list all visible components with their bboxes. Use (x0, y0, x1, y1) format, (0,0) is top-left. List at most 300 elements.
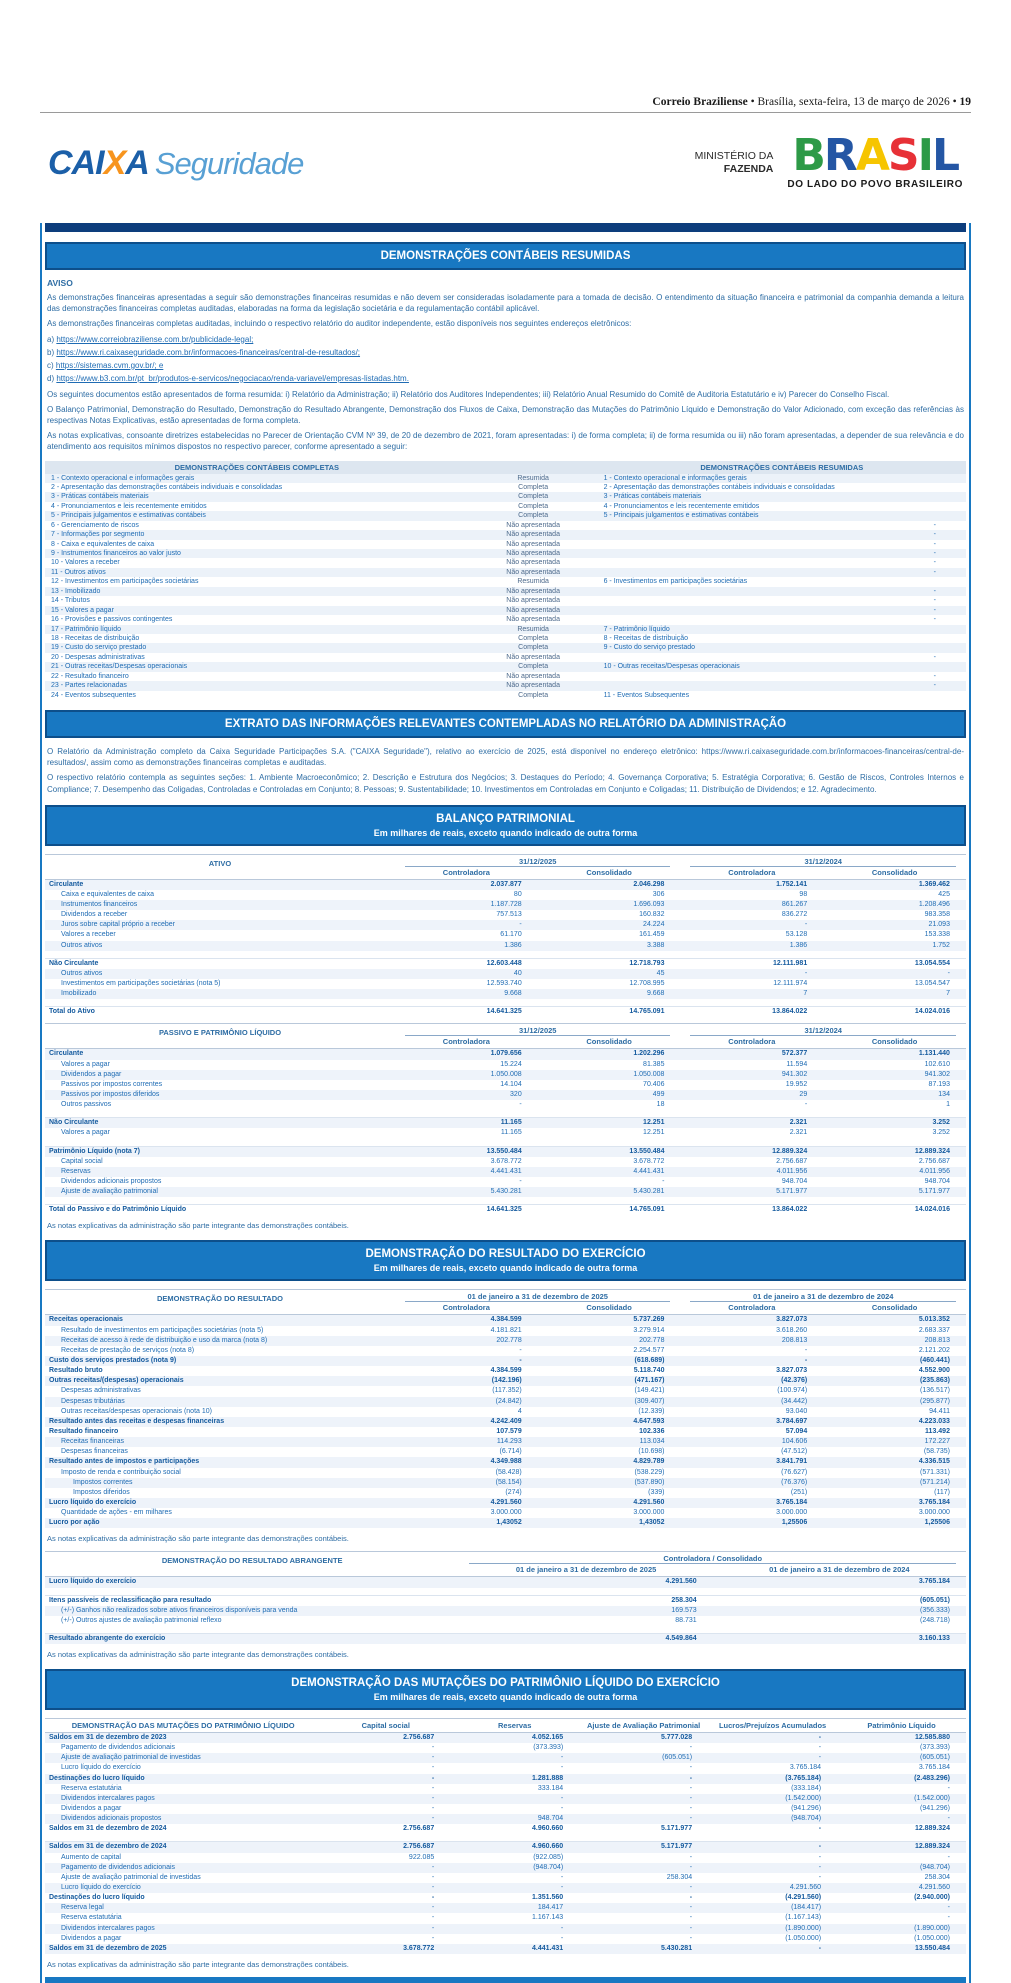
table-row (45, 1577, 966, 1587)
table-row (45, 1407, 966, 1417)
dra-header-label: DEMONSTRAÇÃO DO RESULTADO ABRANGENTE (161, 1556, 343, 1566)
row-value: (538.229) (634, 1468, 665, 1476)
row-value: - (818, 1944, 822, 1952)
table-row (45, 653, 966, 662)
completas-item: 24 - Eventos subsequentes (51, 691, 136, 699)
newspaper-name: Correio Braziliense (652, 96, 748, 108)
resumidas-item: - (933, 559, 936, 567)
dra-table (45, 1551, 966, 1644)
row-value: 12.251 (643, 1119, 665, 1127)
dmpl-col-patrimonio-liquido: Patrimônio Líquido (867, 1721, 936, 1731)
row-value: - (689, 1863, 693, 1871)
completas-item: 19 - Custo do serviço prestado (51, 644, 147, 652)
row-value: - (560, 1794, 564, 1802)
row-value: - (818, 1873, 822, 1881)
row-value: 2.321 (789, 1119, 808, 1127)
row-value: - (560, 1884, 564, 1892)
table-row (45, 1447, 966, 1457)
status-label: Completa (518, 493, 549, 501)
row-value: 1.281.888 (532, 1774, 564, 1782)
external-link[interactable]: https://www.correiobraziliense.com.br/publicidade-legal; (56, 334, 254, 344)
table-row (45, 521, 966, 530)
status-label: Não apresentada (506, 521, 560, 529)
row-value: 102.610 (924, 1060, 950, 1068)
col-group-2025-p: 31/12/2025 (405, 1026, 671, 1036)
table-row (45, 1488, 966, 1498)
masthead-date: • Brasília, sexta-feira, 13 de março de 2026 • (747, 96, 960, 108)
row-value: - (431, 1815, 435, 1823)
row-label: Instrumentos financeiros (61, 901, 138, 909)
row-label: Dividendos intercalares pagos (61, 1924, 155, 1932)
dmpl-header-label: DEMONSTRAÇÃO DAS MUTAÇÕES DO PATRIMÔNIO LÍQUIDO (71, 1721, 295, 1731)
row-value: (248.718) (920, 1616, 950, 1624)
row-value: 2.037.877 (490, 880, 522, 888)
row-value: 3.388 (646, 941, 665, 949)
row-value: 9.668 (504, 990, 522, 998)
government-block (694, 130, 963, 190)
status-label: Não apresentada (506, 682, 560, 690)
table-row (45, 1167, 966, 1177)
dra-table-body (45, 1577, 966, 1644)
status-label: Resumida (517, 474, 549, 482)
row-value: 12.889.324 (914, 1843, 950, 1851)
row-label: Custo dos serviços prestados (nota 9) (49, 1356, 177, 1364)
brasil-letter: A (855, 130, 888, 182)
row-value: 2.756.687 (918, 1157, 950, 1165)
row-value: (1.890.000) (785, 1924, 822, 1932)
row-value: 948.704 (924, 1177, 950, 1185)
external-link[interactable]: https://www.ri.caixaseguridade.com.br/informacoes-financeiras/central-de-resultados/; (56, 347, 361, 357)
row-value: (10.698) (638, 1448, 665, 1456)
row-value: - (947, 1815, 950, 1823)
table-row (45, 979, 966, 989)
row-value: (571.214) (920, 1478, 950, 1486)
section-title-extrato: EXTRATO DAS INFORMAÇÕES RELEVANTES CONTEMPLADAS NO RELATÓRIO DA ADMINISTRAÇÃO (224, 718, 787, 730)
row-value: 572.377 (781, 1050, 808, 1058)
row-value: - (804, 1356, 808, 1364)
row-value: - (689, 1904, 693, 1912)
row-value: (47.512) (781, 1448, 808, 1456)
row-value: 3.678.772 (403, 1944, 435, 1952)
row-value: (333.184) (791, 1784, 822, 1792)
row-value: (149.421) (634, 1387, 665, 1395)
table-row (45, 1883, 966, 1893)
resumidas-item: - (933, 672, 936, 680)
status-label: Não apresentada (506, 606, 560, 614)
row-value: - (519, 921, 522, 929)
table-row (45, 1616, 966, 1626)
row-value: - (431, 1754, 435, 1762)
table-row (45, 1804, 966, 1814)
table-row (45, 1117, 966, 1128)
section-bar-dmpl (45, 1669, 966, 1710)
brasil-letter: S (887, 130, 918, 182)
row-value: 57.094 (785, 1427, 808, 1435)
row-label: Circulante (49, 1050, 84, 1058)
row-value: - (560, 1924, 564, 1932)
dra-footnote: As notas explicativas da administração são parte integrante das demonstrações contábeis. (47, 1650, 349, 1660)
page-number: 19 (959, 96, 971, 108)
row-label: Destinações do lucro líquido (49, 1774, 145, 1782)
link-prefix: a) (47, 334, 57, 344)
docs-paragraph-1: Os seguintes documentos estão apresentados de forma resumida: i) Relatório da Administração; ii) Relatório dos Auditores Independentes; iii) Relatório Anual Resumido do Comitê de Auditoria Estatutário e iv) Parecer do Conselho Fiscal. (47, 389, 890, 399)
table-row (45, 1893, 966, 1903)
balanco-footnote: As notas explicativas da administração são parte integrante das demonstrações contábeis. (47, 1221, 349, 1231)
row-label: Reservas (61, 1167, 91, 1175)
table-row (45, 1437, 966, 1447)
row-value: (922.085) (533, 1853, 564, 1861)
row-value: (2.483.296) (914, 1774, 950, 1782)
row-value: 5.171.977 (660, 1843, 693, 1851)
row-label: Resultado de investimentos em participações societárias (nota 5) (61, 1326, 264, 1334)
brasil-letter: I (917, 130, 932, 182)
table-row (45, 1060, 966, 1070)
section-bar-extrato (45, 710, 966, 738)
row-value: 320 (510, 1091, 522, 1098)
table-row (45, 577, 966, 586)
table-row (45, 1177, 966, 1187)
table-row (45, 941, 966, 951)
row-value: (6.714) (499, 1448, 522, 1456)
row-value: 13.550.484 (629, 1147, 665, 1155)
table-row (45, 1774, 966, 1784)
dra-table-header (45, 1551, 966, 1577)
row-label: Despesas administrativas (61, 1387, 141, 1395)
row-value: - (818, 1863, 822, 1871)
row-value: - (689, 1853, 693, 1861)
table-row (45, 958, 966, 969)
row-value: 113.492 (925, 1427, 950, 1435)
comparison-header-status (469, 463, 598, 472)
row-value: 81.385 (643, 1060, 665, 1068)
row-value: 1 (946, 1101, 950, 1109)
row-value: 2.756.687 (776, 1157, 808, 1165)
row-value: (251) (790, 1488, 808, 1496)
row-value: (34.442) (781, 1397, 808, 1405)
links-list (45, 334, 966, 385)
row-label: Dividendos a pagar (61, 1805, 122, 1813)
row-value: 757.513 (496, 911, 522, 919)
completas-item: 7 - Informações por segmento (51, 531, 145, 539)
row-label: Receitas de acesso à rede de distribuição e uso da marca (nota 8) (61, 1336, 268, 1344)
aviso-label: AVISO (47, 278, 73, 288)
row-value: 425 (938, 890, 950, 898)
row-label: Caixa e equivalentes de caixa (61, 890, 155, 898)
completas-item: 16 - Provisões e passivos contingentes (51, 616, 173, 624)
row-value: 1,43052 (639, 1519, 665, 1527)
table-row (45, 1157, 966, 1167)
row-value: 5.171.977 (918, 1188, 950, 1196)
dre-sub-consolidado-2024: Consolidado (871, 1303, 918, 1313)
row-value: - (431, 1805, 435, 1813)
row-value: 3.765.184 (789, 1764, 822, 1772)
row-value: (373.393) (533, 1744, 564, 1752)
table-row (45, 1944, 966, 1954)
dmpl-table-header (45, 1718, 966, 1733)
row-value: 1.050.008 (633, 1070, 665, 1078)
table-row (45, 1913, 966, 1923)
row-value: 80 (513, 890, 522, 898)
status-label: Não apresentada (506, 616, 560, 624)
row-label: Passivos por impostos diferidos (61, 1091, 160, 1098)
row-value: (2.940.000) (914, 1894, 950, 1902)
row-value: - (519, 1101, 522, 1109)
row-value: 5.430.281 (660, 1944, 693, 1952)
resumidas-item: - (933, 568, 936, 576)
row-value: (24.842) (495, 1397, 522, 1405)
row-value: 19.952 (785, 1080, 808, 1088)
row-value: - (689, 1914, 693, 1922)
logo-band (40, 113, 971, 211)
row-value: 3.000.000 (918, 1509, 950, 1517)
seguridade-wordmark: Seguridade (154, 145, 304, 181)
row-value: (4.291.560) (785, 1894, 822, 1902)
status-label: Não apresentada (506, 587, 560, 595)
row-value: 12.603.448 (486, 959, 522, 967)
resumidas-item: 11 - Eventos Subsequentes (603, 691, 690, 699)
status-label: Não apresentada (506, 672, 560, 680)
row-label: Resultado antes das receitas e despesas financeiras (49, 1417, 225, 1425)
resumidas-item: 8 - Receitas de distribuição (603, 634, 689, 642)
table-row (45, 672, 966, 681)
row-value: - (431, 1784, 435, 1792)
row-value: 3.000.000 (776, 1509, 808, 1517)
resumidas-item: 2 - Apresentação das demonstrações contábeis individuais e consolidadas (603, 483, 835, 491)
status-label: Não apresentada (506, 597, 560, 605)
row-value: - (804, 969, 808, 977)
table-row (45, 596, 966, 605)
row-label: Itens passíveis de reclassificação para resultado (49, 1596, 212, 1604)
row-value: - (689, 1894, 693, 1902)
row-value: - (804, 1346, 808, 1354)
row-label: Outras receitas/(despesas) operacionais (49, 1377, 184, 1385)
row-value: (948.704) (920, 1863, 950, 1871)
row-value: - (560, 1873, 564, 1881)
row-label: Quantidade de ações - em milhares (61, 1509, 172, 1517)
row-value: 1.696.093 (633, 901, 665, 909)
table-row (45, 492, 966, 501)
completas-item: 3 - Práticas contábeis materiais (51, 493, 149, 501)
col-group-2025: 31/12/2025 (405, 857, 671, 867)
row-value: 87.193 (928, 1080, 950, 1088)
row-value: 333.184 (537, 1784, 564, 1792)
row-value: - (804, 921, 808, 929)
row-value: 4.960.660 (532, 1843, 564, 1851)
table-row (45, 1100, 966, 1110)
external-link[interactable]: https://www.b3.com.br/pt_br/produtos-e-servicos/negociacao/renda-variavel/empresas-listadas.htm. (56, 373, 409, 383)
ministerio-line1: MINISTÉRIO DA (694, 149, 774, 162)
aviso-paragraph-2: As demonstrações financeiras completas auditadas, incluindo o respectivo relatório do auditor independente, estão disponíveis nos seguintes endereços eletrônicos: (47, 319, 632, 329)
row-label: Imobilizado (61, 990, 97, 998)
row-value: 5.118.740 (633, 1367, 665, 1375)
row-label: Saldos em 31 de dezembro de 2023 (49, 1734, 167, 1742)
row-value: 45 (656, 969, 665, 977)
row-value: 4.242.409 (490, 1417, 522, 1425)
row-label: Receitas de prestação de serviços (nota 8) (61, 1346, 195, 1354)
row-value: - (818, 1843, 822, 1851)
caixa-x-icon: X (103, 143, 126, 182)
row-label: Resultado abrangente do exercício (49, 1634, 166, 1642)
row-value: 13.550.484 (486, 1147, 522, 1155)
row-value: (605.051) (920, 1596, 950, 1604)
row-label: Reserva legal (61, 1904, 104, 1912)
row-value: 202.778 (639, 1336, 665, 1344)
row-value: 4.291.560 (633, 1498, 665, 1506)
col-sub-consolidado-2025-p: Consolidado (586, 1037, 632, 1047)
row-value: - (519, 1177, 522, 1185)
row-value: 4.441.431 (490, 1167, 522, 1175)
row-value: - (431, 1764, 435, 1772)
status-label: Não apresentada (506, 540, 560, 548)
row-value: 1.050.008 (490, 1070, 522, 1078)
row-value: (941.296) (920, 1805, 950, 1813)
table-row (45, 1498, 966, 1508)
row-value: 4.549.864 (665, 1634, 697, 1642)
row-label: Não Circulante (49, 1119, 99, 1127)
ativo-header-label: ATIVO (208, 858, 232, 868)
table-row (45, 1049, 966, 1059)
row-value: 172.227 (924, 1438, 950, 1446)
resumidas-item: 7 - Patrimônio líquido (603, 625, 670, 633)
row-value: 3.618.260 (776, 1326, 808, 1334)
col-group-2024: 31/12/2024 (690, 857, 956, 867)
row-label: Despesas tributárias (61, 1397, 125, 1405)
table-row (45, 969, 966, 979)
row-value: 7 (946, 990, 950, 998)
row-value: 153.338 (924, 931, 950, 939)
row-value: 15.224 (500, 1060, 522, 1068)
balanco-subtitle: Em milhares de reais, exceto quando indicado de outra forma (373, 827, 638, 838)
row-value: 2.321 (789, 1129, 808, 1137)
row-value: 1.752 (932, 941, 950, 949)
table-row (45, 1794, 966, 1804)
table-row (45, 1356, 966, 1366)
dmpl-col-reservas: Reservas (498, 1721, 532, 1731)
row-value: 11.594 (786, 1060, 808, 1068)
aviso-paragraph-1: As demonstrações financeiras apresentadas a seguir são demonstrações financeiras resumidas e não devem ser consideradas isoladamente para a tomada de decisão. O entendimento da situação financeira e patrimonial da companhia demanda a leitura das demonstrações financeiras completas auditadas, elaboradas na forma da legislação societária e da regulamentação contábil aplicável. (47, 293, 964, 314)
table-row (45, 1853, 966, 1863)
table-row (45, 615, 966, 624)
row-value: (1.542.000) (785, 1794, 822, 1802)
row-value: 1.386 (504, 941, 522, 949)
table-row (45, 920, 966, 930)
row-value: 2.046.298 (633, 880, 665, 888)
row-label: Valores a pagar (61, 1129, 110, 1137)
row-value: (274) (505, 1488, 522, 1496)
row-label: Lucro líquido do exercício (61, 1764, 141, 1772)
row-value: - (818, 1853, 822, 1861)
row-value: - (560, 1805, 564, 1813)
row-label: Receitas operacionais (49, 1316, 123, 1324)
row-value: 12.889.324 (914, 1825, 950, 1833)
row-label: Valores a receber (61, 931, 116, 939)
row-label: Juros sobre capital próprio a receber (61, 921, 176, 929)
row-value: 1.208.496 (918, 901, 950, 909)
row-value: 1.167.143 (532, 1914, 564, 1922)
brasil-letter: B (792, 130, 824, 182)
table-row (45, 1814, 966, 1824)
table-row (45, 606, 966, 615)
resumidas-item: - (933, 587, 936, 595)
table-row (45, 530, 966, 539)
row-value: 12.251 (643, 1129, 665, 1137)
row-value: 5.430.281 (633, 1188, 665, 1196)
row-label: Destinações do lucro líquido (49, 1894, 145, 1902)
brasil-tagline: DO LADO DO POVO BRASILEIRO (787, 178, 963, 190)
row-value: 113.034 (639, 1438, 665, 1446)
row-value: - (947, 1853, 950, 1861)
table-row (45, 900, 966, 910)
row-label: Aumento de capital (61, 1853, 121, 1861)
col-sub-controladora-2025: Controladora (442, 867, 490, 877)
section-title-dmpl: DEMONSTRAÇÃO DAS MUTAÇÕES DO PATRIMÔNIO LÍQUIDO DO EXERCÍCIO (291, 1677, 720, 1690)
balanco-passivo-table (45, 1023, 966, 1215)
row-label: Passivos por impostos correntes (61, 1080, 163, 1088)
row-value: - (431, 1914, 435, 1922)
table-row (45, 634, 966, 643)
balanco-ativo-table (45, 854, 966, 1018)
row-value: 3.841.791 (776, 1458, 808, 1466)
row-value: 14.641.325 (486, 1206, 522, 1214)
row-value: 2.756.687 (403, 1843, 435, 1851)
row-label: Dividendos a pagar (61, 1070, 122, 1078)
row-label: Saldos em 31 de dezembro de 2024 (49, 1825, 167, 1833)
table-row (45, 1934, 966, 1944)
row-value: 3.000.000 (633, 1509, 665, 1517)
resumidas-item: 9 - Custo do serviço prestado (603, 644, 696, 652)
row-value: 4.291.560 (490, 1498, 522, 1506)
row-label: Dividendos intercalares pagos (61, 1794, 155, 1802)
external-link[interactable]: https://sistemas.cvm.gov.br/; e (55, 360, 164, 370)
completas-item: 20 - Despesas administrativas (51, 653, 145, 661)
table-row (45, 1346, 966, 1356)
row-value: 107.579 (496, 1427, 522, 1435)
comparison-header-completas: DEMONSTRAÇÕES CONTÁBEIS COMPLETAS (174, 462, 340, 472)
row-value: 4.181.821 (490, 1326, 522, 1334)
row-value: - (431, 1863, 435, 1871)
row-label: Lucro por ação (49, 1519, 100, 1527)
link-line (47, 360, 964, 372)
table-row (45, 1090, 966, 1100)
row-value: 161.459 (639, 931, 665, 939)
row-value: 14.024.016 (914, 1008, 950, 1016)
ativo-table-body (45, 880, 966, 1018)
row-value: 4.441.431 (532, 1944, 564, 1952)
section-title-dre: DEMONSTRAÇÃO DO RESULTADO DO EXERCÍCIO (365, 1248, 646, 1261)
status-label: Completa (518, 663, 549, 671)
row-value: 4 (517, 1407, 522, 1415)
row-value: 61.170 (500, 931, 522, 939)
row-value: 14.765.091 (629, 1008, 665, 1016)
resumidas-item: 1 - Contexto operacional e informações gerais (603, 474, 747, 482)
row-value: 93.040 (785, 1407, 808, 1415)
passivo-table-header (45, 1023, 966, 1049)
row-value: (309.407) (634, 1397, 665, 1405)
table-row (45, 1743, 966, 1753)
row-value: (1.050.000) (785, 1934, 822, 1942)
row-label: Lucro líquido do exercício (61, 1884, 141, 1892)
table-row (45, 662, 966, 671)
dre-col-group-2025: 01 de janeiro a 31 de dezembro de 2025 (405, 1292, 671, 1302)
dre-table-body (45, 1315, 966, 1528)
row-label: Ajuste de avaliação patrimonial (61, 1188, 158, 1196)
row-value: 3.765.184 (918, 1764, 950, 1772)
row-value: 13.054.554 (914, 959, 950, 967)
section-bar-dre (45, 1240, 966, 1281)
navy-stripe (45, 223, 966, 232)
table-row (45, 1006, 966, 1017)
row-value: 14.641.325 (486, 1008, 522, 1016)
